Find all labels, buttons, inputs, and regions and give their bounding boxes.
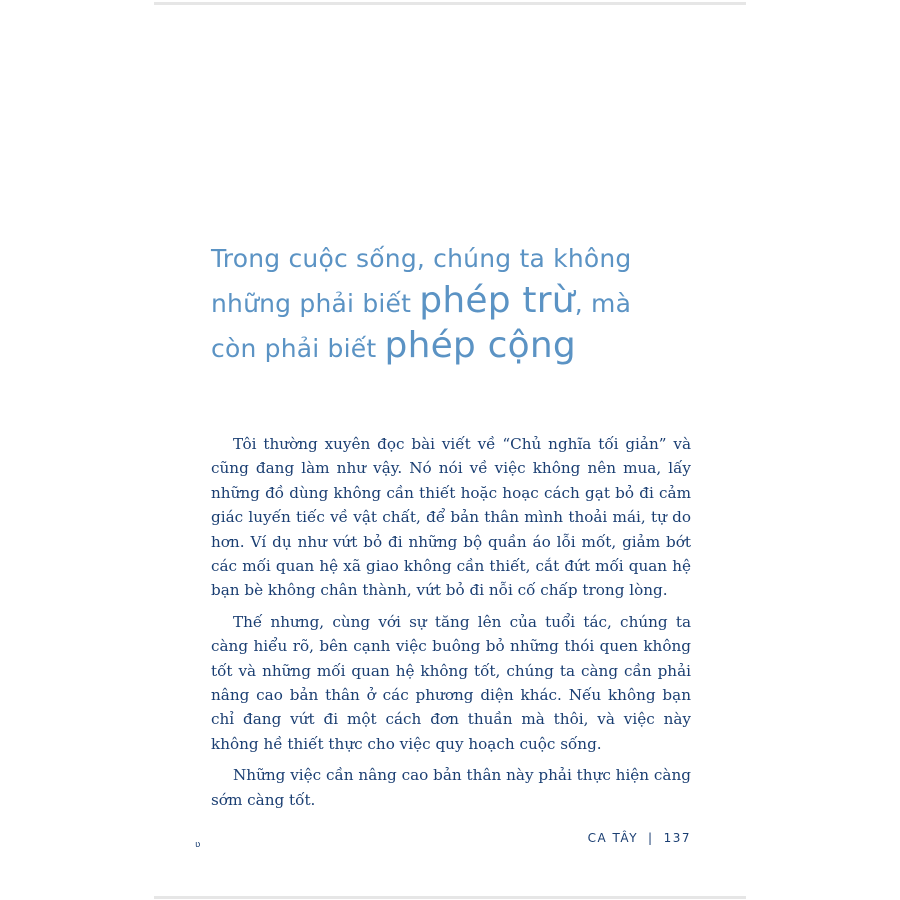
paragraph: Thế nhưng, cùng với sự tăng lên của tuổi tác, chúng ta càng hiểu rõ, bên cạnh việc buông bỏ những thói quen không tốt và những mối quan hệ không tốt, chúng ta càng cần phải nâng cao bản thân ở các phương diện khác. Nếu không bạn chỉ đang vứt đi một cách đơn thuần mà thôi, và việc này không hề thiết thực cho việc quy hoạch cuộc sống. bbox=[211, 612, 691, 753]
paragraph: Tôi thường xuyên đọc bài viết về “Chủ nghĩa tối giản” và cũng đang làm như vậy. Nó nói về việc không nên mua, lấy những đồ dùng không cần thiết hoặc hoạc cách gạt bỏ đi cảm giác luyến tiếc về vật chất, để bản thân mình thoải mái, tự do hơn. Ví dụ như vứt bỏ đi những bộ quần áo lỗi mốt, giảm bớt các mối quan hệ xã giao không cần thiết, cắt đứt mối quan hệ bạn bè không chân thành, vứt bỏ đi nỗi cố chấp trong lòng. bbox=[211, 435, 691, 600]
heading-line-1: Trong cuộc sống, chúng ta không bbox=[211, 244, 632, 273]
paragraph: Những việc cần nâng cao bản thân này phải thực hiện càng sớm càng tốt. bbox=[211, 766, 691, 809]
page-top-edge bbox=[154, 2, 746, 5]
corner-mark: ʋ bbox=[195, 840, 201, 850]
footer-separator: | bbox=[648, 831, 654, 845]
page-number: 137 bbox=[663, 831, 691, 845]
heading-line-2-suffix: , mà bbox=[574, 289, 632, 318]
heading-line-3 bbox=[211, 325, 731, 370]
body-text bbox=[211, 432, 691, 819]
heading-line-2-prefix: những phải biết bbox=[211, 289, 412, 318]
running-author: CA TÂY bbox=[587, 831, 639, 845]
page-footer bbox=[560, 831, 691, 845]
heading-emphasis-subtraction: phép trừ bbox=[419, 280, 575, 321]
page-bottom-edge bbox=[154, 896, 746, 899]
heading-line-2 bbox=[211, 280, 731, 325]
heading-emphasis-addition: phép cộng bbox=[384, 325, 576, 366]
heading-line-3-prefix: còn phải biết bbox=[211, 334, 377, 363]
chapter-heading bbox=[211, 238, 731, 370]
